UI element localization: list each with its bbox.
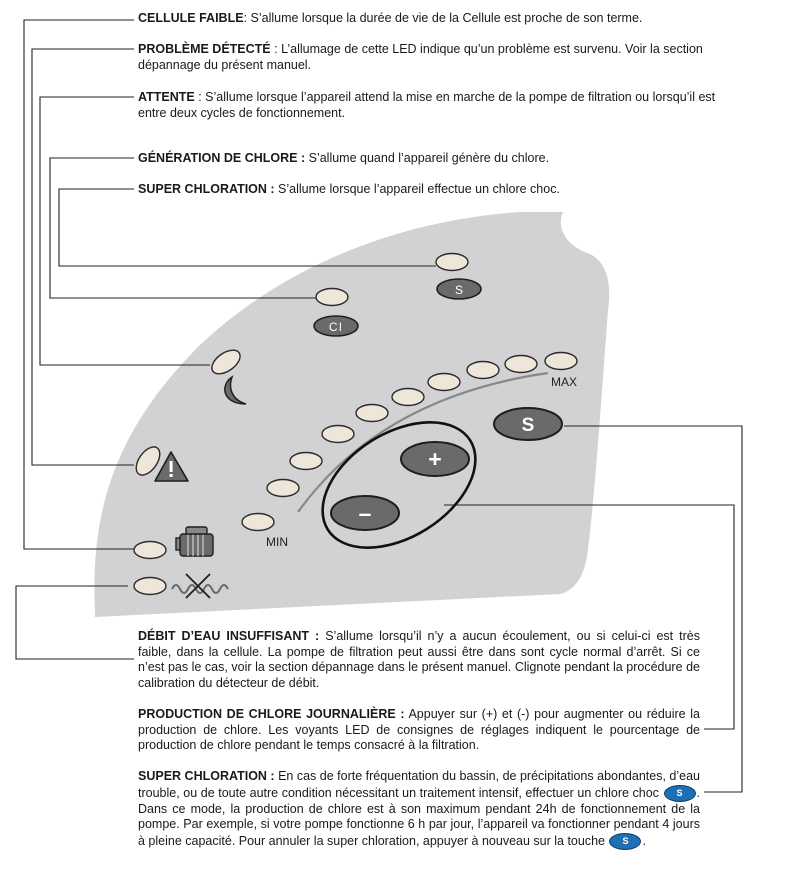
label-probleme-title: PROBLÈME DÉTECTÉ [138, 42, 271, 56]
level-led-1 [242, 514, 274, 531]
label-probleme [138, 42, 728, 73]
led-cellule-faible [134, 542, 166, 559]
label-super-bottom [138, 769, 700, 850]
s-key-chip: S [609, 833, 641, 850]
label-cellule-faible-title: CELLULE FAIBLE [138, 11, 244, 25]
label-super-top-text: S’allume lorsque l’appareil effectue un chlore choc. [274, 182, 560, 196]
level-led-10 [545, 353, 577, 370]
s-indicator-label: S [454, 283, 464, 297]
level-led-9 [505, 356, 537, 373]
level-led-6 [392, 389, 424, 406]
scale-min-label: MIN [266, 535, 288, 549]
plus-button-label: + [428, 446, 442, 472]
led-debit [134, 578, 166, 595]
label-cellule-faible [138, 11, 788, 27]
level-led-3 [290, 453, 322, 470]
label-probleme-text: : L’allumage de cette LED indique qu’un problème est survenu. Voir la section dépannage du présent manuel. [138, 42, 703, 72]
label-super-bottom-text-2: . Dans ce mode, la production de chlore est à son maximum pendant 24h de fonctionnement de la pompe. Par exemple, si votre pompe fonctionne 6 h par jour, l’appareil va fonctionner pendant 4 jours à pleine capacité. Pour annuler la super chloration, appuyer à nouveau sur la touche [138, 785, 700, 848]
label-generation-text: S’allume quand l’appareil génère du chlore. [305, 151, 550, 165]
label-production-title: PRODUCTION DE CHLORE JOURNALIÈRE : [138, 707, 405, 721]
cl-indicator-label: Cl [328, 320, 344, 334]
label-debit-title: DÉBIT D’EAU INSUFFISANT : [138, 629, 320, 643]
label-attente [138, 90, 738, 121]
label-generation [138, 151, 758, 167]
minus-button-label: – [358, 500, 372, 526]
level-led-2 [267, 480, 299, 497]
label-production [138, 707, 700, 754]
level-led-4 [322, 426, 354, 443]
label-attente-text: : S’allume lorsque l’appareil attend la mise en marche de la pompe de filtration ou lorsqu’il est entre deux cycles de fonctionnement. [138, 90, 716, 120]
led-generation-chlore [316, 289, 348, 306]
label-super-bottom-text-3: . [642, 833, 646, 848]
label-cellule-faible-text: : S’allume lorsque la durée de vie de la Cellule est proche de son terme. [243, 11, 643, 25]
label-debit [138, 629, 700, 691]
s-key-chip: S [664, 785, 696, 802]
label-super-top-title: SUPER CHLORATION : [138, 182, 275, 196]
label-super-bottom-text-1: En cas de forte fréquentation du bassin, de précipitations abondantes, d’eau trouble, ou de toute autre condition nécessitant un traitement intensif, effectuer un chlore choc [138, 769, 700, 800]
led-super-chloration [436, 254, 468, 271]
scale-max-label: MAX [551, 375, 578, 389]
label-production-text: Appuyer sur (+) et (-) pour augmenter ou réduire la production de chlore. Les voyants LED de consignes de réglages indiquent le pourcentage de production de chlore pendant le temps consacré à la filtration. [138, 707, 700, 752]
level-led-8 [467, 362, 499, 379]
leader-probleme [32, 49, 134, 465]
super-chloration-button-label: S [521, 415, 535, 436]
level-led-5 [356, 405, 388, 422]
leader-generation [50, 158, 316, 298]
label-super-top [138, 182, 758, 198]
leader-attente [40, 97, 210, 365]
label-debit-text: S’allume lorsqu’il n’y a aucun écoulement, ou si celui-ci est très faible, dans la cellule. La pompe de filtration peut aussi être dans sont cycle normal d’arrêt. Si ce n’est pas le cas, voir la section dépannage dans le présent manuel. Clignote pendant la procédure de calibration du détecteur de débit. [138, 629, 700, 690]
label-attente-title: ATTENTE [138, 90, 195, 104]
label-super-bottom-title: SUPER CHLORATION : [138, 769, 275, 783]
level-led-7 [428, 374, 460, 391]
label-generation-title: GÉNÉRATION DE CHLORE : [138, 151, 306, 165]
